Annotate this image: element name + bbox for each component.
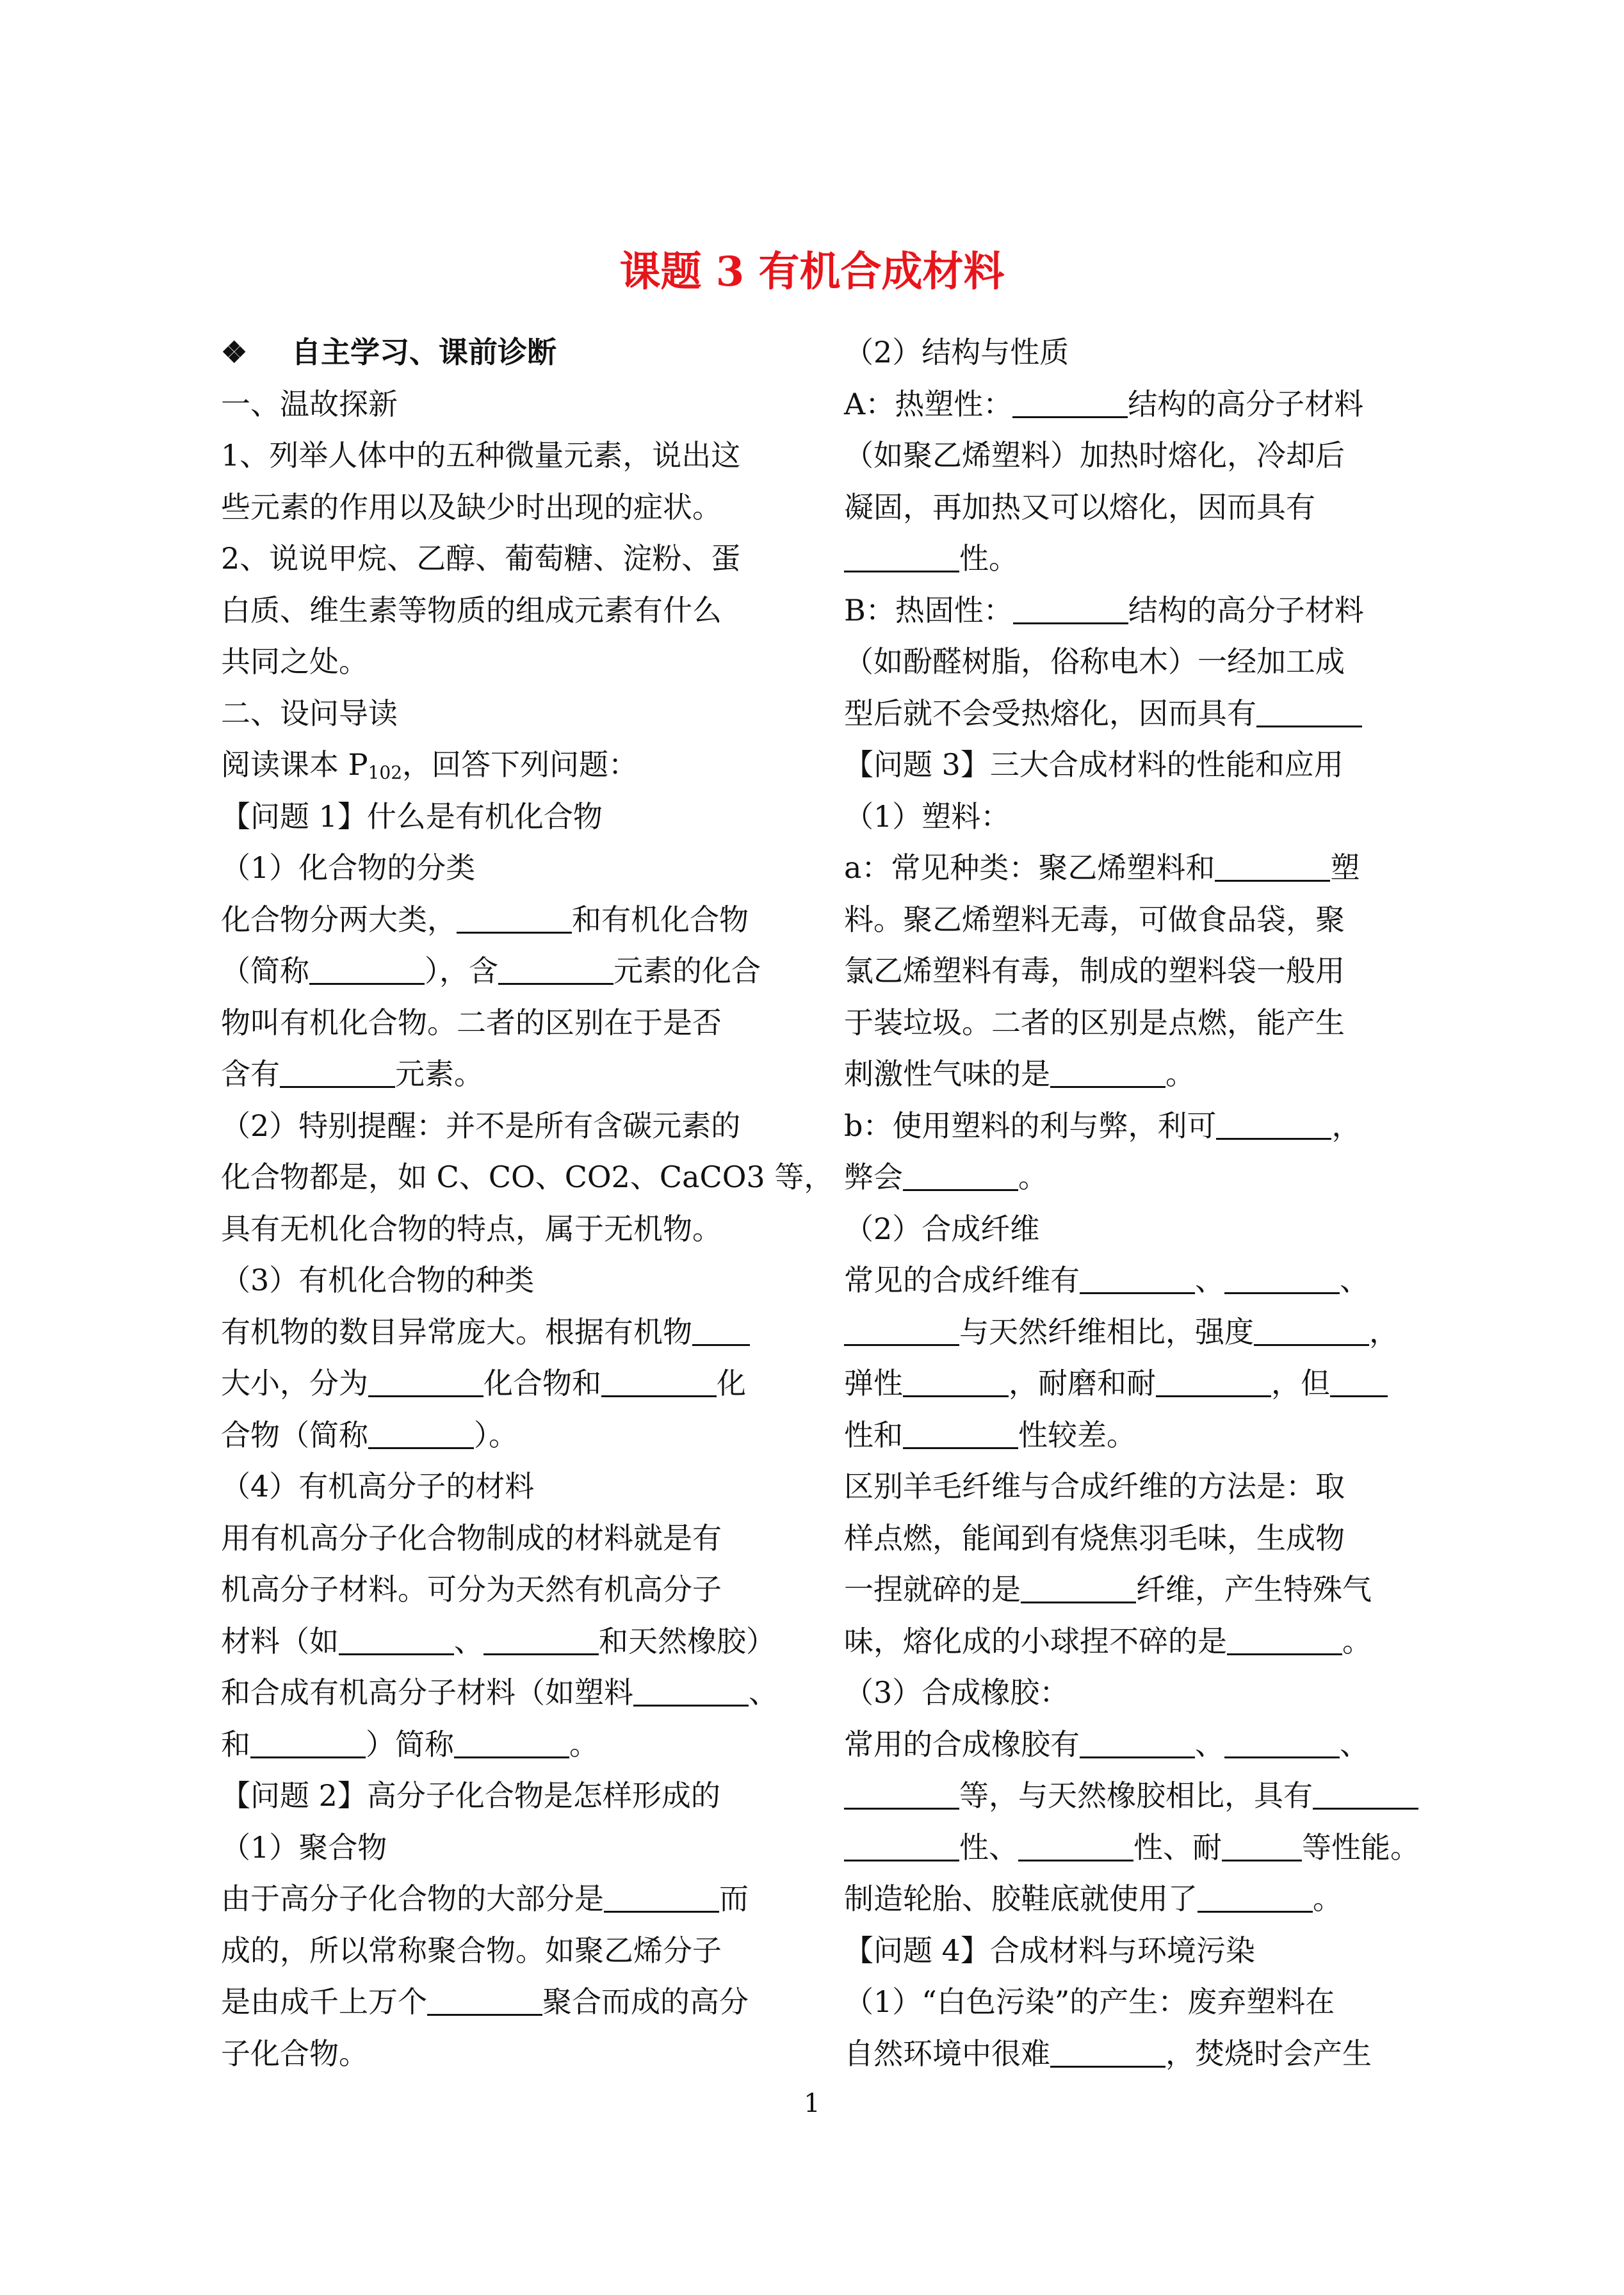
text-line: （3）合成橡胶： xyxy=(844,1675,1069,1710)
answer-blank[interactable] xyxy=(844,1830,959,1861)
text-line: 和合成有机高分子材料（如塑料 、 xyxy=(221,1675,778,1710)
text-line: B：热固性： 结构的高分子材料 xyxy=(844,592,1364,628)
text-line: 常用的合成橡胶有 、 、 xyxy=(844,1726,1369,1762)
text-line: 性和 性较差。 xyxy=(844,1417,1136,1452)
answer-blank[interactable] xyxy=(1018,1830,1133,1861)
text-line: 刺激性气味的是 。 xyxy=(844,1057,1195,1091)
answer-blank[interactable] xyxy=(1330,1366,1388,1397)
text-line: 弊会 。 xyxy=(844,1160,1048,1194)
section-heading: ❖ 自主学习、课前诊断 xyxy=(221,327,797,378)
answer-blank[interactable] xyxy=(1021,1572,1136,1603)
answer-blank[interactable] xyxy=(454,1727,569,1758)
answer-blank[interactable] xyxy=(1227,1624,1342,1655)
text-line: 二、设问导读 xyxy=(221,695,398,731)
text-line: 阅读课本 $P_{102}$，回答下列问题： xyxy=(221,747,638,783)
text-line: 物叫有机化合物。二者的区别在于是否 xyxy=(221,1005,722,1040)
answer-blank[interactable] xyxy=(601,1366,717,1397)
answer-blank[interactable] xyxy=(1080,1263,1195,1294)
answer-blank[interactable] xyxy=(1050,1057,1165,1088)
answer-blank[interactable] xyxy=(1254,1315,1369,1346)
answer-blank[interactable] xyxy=(457,902,572,934)
text-line: 区别羊毛纤维与合成纤维的方法是：取 xyxy=(844,1469,1345,1504)
text-line: A：热塑性： 结构的高分子材料 xyxy=(844,386,1364,421)
text-line: 与天然纤维相比，强度 ， xyxy=(844,1306,1420,1358)
answer-blank[interactable] xyxy=(368,1366,483,1397)
text-line: 料。聚乙烯塑料无毒，可做食品袋，聚 xyxy=(844,902,1345,937)
text-line: 1、列举人体中的五种微量元素，说出这 xyxy=(221,438,741,473)
text-line: 化合物分两大类， 和有机化合物 xyxy=(221,902,749,937)
text-line: （2）合成纤维 xyxy=(844,1211,1040,1246)
answer-blank[interactable] xyxy=(1222,1830,1302,1861)
text-line: （4）有机高分子的材料 xyxy=(221,1469,535,1504)
text-line: 有机物的数目异常庞大。根据有机物 xyxy=(221,1306,797,1358)
answer-blank[interactable] xyxy=(339,1624,454,1655)
answer-blank[interactable] xyxy=(692,1315,750,1346)
answer-blank[interactable] xyxy=(498,953,613,985)
text-line: 子化合物。 xyxy=(221,2036,368,2071)
text-line: 等，与天然橡胶相比，具有 xyxy=(844,1770,1420,1822)
text-line: （3）有机化合物的种类 xyxy=(221,1263,535,1297)
answer-blank[interactable] xyxy=(1256,696,1362,727)
text-line: 机高分子材料。可分为天然有机高分子 xyxy=(221,1572,722,1607)
text-line: 弹性 ，耐磨和耐 ，但 xyxy=(844,1358,1420,1409)
text-line: 型后就不会受热熔化，因而具有 xyxy=(844,688,1420,740)
text-line: 化合物都是，如 C、CO、CO2、CaCO3 等， xyxy=(221,1160,834,1194)
answer-blank[interactable] xyxy=(1224,1263,1340,1294)
text-line: （1）“白色污染”的产生：废弃塑料在 xyxy=(844,1984,1335,2019)
text-line: b：使用塑料的利与弊，利可 ， xyxy=(844,1108,1361,1143)
text-line: 自然环境中很难 ，焚烧时会产生 xyxy=(844,2036,1372,2071)
text-line: 用有机高分子化合物制成的材料就是有 xyxy=(221,1520,722,1555)
text-line: （如聚乙烯塑料）加热时熔化，冷却后 xyxy=(844,438,1345,473)
text-line: 具有无机化合物的特点，属于无机物。 xyxy=(221,1211,722,1246)
text-line: 白质、维生素等物质的组成元素有什么 xyxy=(221,592,722,628)
question-heading: 【问题 3】三大合成材料的性能和应用 xyxy=(844,747,1344,782)
text-line: 2、说说甲烷、乙醇、葡萄糖、淀粉、蛋 xyxy=(221,541,741,576)
text-line: 是由成千上万个 聚合而成的高分 xyxy=(221,1984,749,2019)
page-number: 1 xyxy=(804,2089,820,2118)
text-line: 大小，分为 化合物和 化 xyxy=(221,1366,746,1400)
answer-blank[interactable] xyxy=(1013,593,1128,624)
text-line: 一捏就碎的是 纤维，产生特殊气 xyxy=(844,1572,1372,1607)
answer-blank[interactable] xyxy=(844,1778,959,1810)
answer-blank[interactable] xyxy=(903,1366,1009,1397)
answer-blank[interactable] xyxy=(903,1160,1018,1191)
text-line: 制造轮胎、胶鞋底就使用了 。 xyxy=(844,1881,1342,1916)
text-line: 成的，所以常称聚合物。如聚乙烯分子 xyxy=(221,1933,722,1968)
text-line: 合物（简称 ）。 xyxy=(221,1417,518,1452)
left-column xyxy=(221,327,834,2079)
answer-blank[interactable] xyxy=(604,1881,719,1913)
question-heading: 【问题 4】合成材料与环境污染 xyxy=(844,1933,1255,1968)
question-heading: 【问题 1】什么是有机化合物 xyxy=(221,799,603,834)
answer-blank[interactable] xyxy=(633,1675,749,1707)
answer-blank[interactable] xyxy=(1224,1727,1340,1758)
text-line: 由于高分子化合物的大部分是 而 xyxy=(221,1881,749,1916)
question-heading: 【问题 2】高分子化合物是怎样形成的 xyxy=(221,1778,720,1813)
answer-blank[interactable] xyxy=(1156,1366,1271,1397)
text-line: （如酚醛树脂，俗称电木）一经加工成 xyxy=(844,644,1345,679)
text-line: 氯乙烯塑料有毒，制成的塑料袋一般用 xyxy=(844,953,1345,988)
right-column xyxy=(844,327,1420,2079)
text-line: 些元素的作用以及缺少时出现的症状。 xyxy=(221,489,722,524)
text-line: （1）塑料： xyxy=(844,799,1011,834)
answer-blank[interactable] xyxy=(844,541,959,572)
text-line: 含有 元素。 xyxy=(221,1057,483,1091)
text-line: 和 ）简称 。 xyxy=(221,1726,599,1762)
text-line: 一、温故探新 xyxy=(221,386,398,421)
text-line: 材料（如 、 和天然橡胶） xyxy=(221,1623,775,1658)
text-line: 共同之处。 xyxy=(221,644,368,679)
page-title: 课题 3 有机合成材料 xyxy=(619,248,1005,296)
text-line: （简称 ），含 元素的化合 xyxy=(221,953,761,988)
text-line: 性。 xyxy=(844,533,1420,585)
answer-blank[interactable] xyxy=(1198,1881,1313,1913)
answer-blank[interactable] xyxy=(280,1057,395,1088)
text-line: 凝固，再加热又可以熔化，因而具有 xyxy=(844,489,1315,524)
answer-blank[interactable] xyxy=(250,1727,366,1758)
text-line: 性、 性、耐 等性能。 xyxy=(844,1822,1420,1874)
text-line: （2）结构与性质 xyxy=(844,335,1069,369)
text-line: 样点燃，能闻到有烧焦羽毛味，生成物 xyxy=(844,1520,1345,1555)
answer-blank[interactable] xyxy=(483,1624,599,1655)
text-line: （2）特别提醒：并不是所有含碳元素的 xyxy=(221,1108,741,1143)
answer-blank[interactable] xyxy=(427,1984,542,2016)
text-line: 味，熔化成的小球捏不碎的是 。 xyxy=(844,1623,1372,1658)
answer-blank[interactable] xyxy=(1216,1108,1331,1140)
answer-blank[interactable] xyxy=(844,1315,959,1346)
answer-blank[interactable] xyxy=(903,1418,1018,1449)
answer-blank[interactable] xyxy=(1080,1727,1195,1758)
diamond-bullet-icon: ❖ xyxy=(221,335,248,369)
text-line: （1）聚合物 xyxy=(221,1829,387,1865)
answer-blank[interactable] xyxy=(309,953,425,985)
text-line: 常见的合成纤维有 、 、 xyxy=(844,1263,1369,1297)
answer-blank[interactable] xyxy=(1050,2036,1165,2068)
text-line: a：常见种类：聚乙烯塑料和 塑 xyxy=(844,850,1360,885)
answer-blank[interactable] xyxy=(1012,387,1128,418)
answer-blank[interactable] xyxy=(1313,1778,1418,1810)
answer-blank[interactable] xyxy=(368,1418,474,1449)
answer-blank[interactable] xyxy=(1215,850,1330,882)
text-line: 于装垃圾。二者的区别是点燃，能产生 xyxy=(844,1005,1345,1040)
text-line: （1）化合物的分类 xyxy=(221,850,476,885)
